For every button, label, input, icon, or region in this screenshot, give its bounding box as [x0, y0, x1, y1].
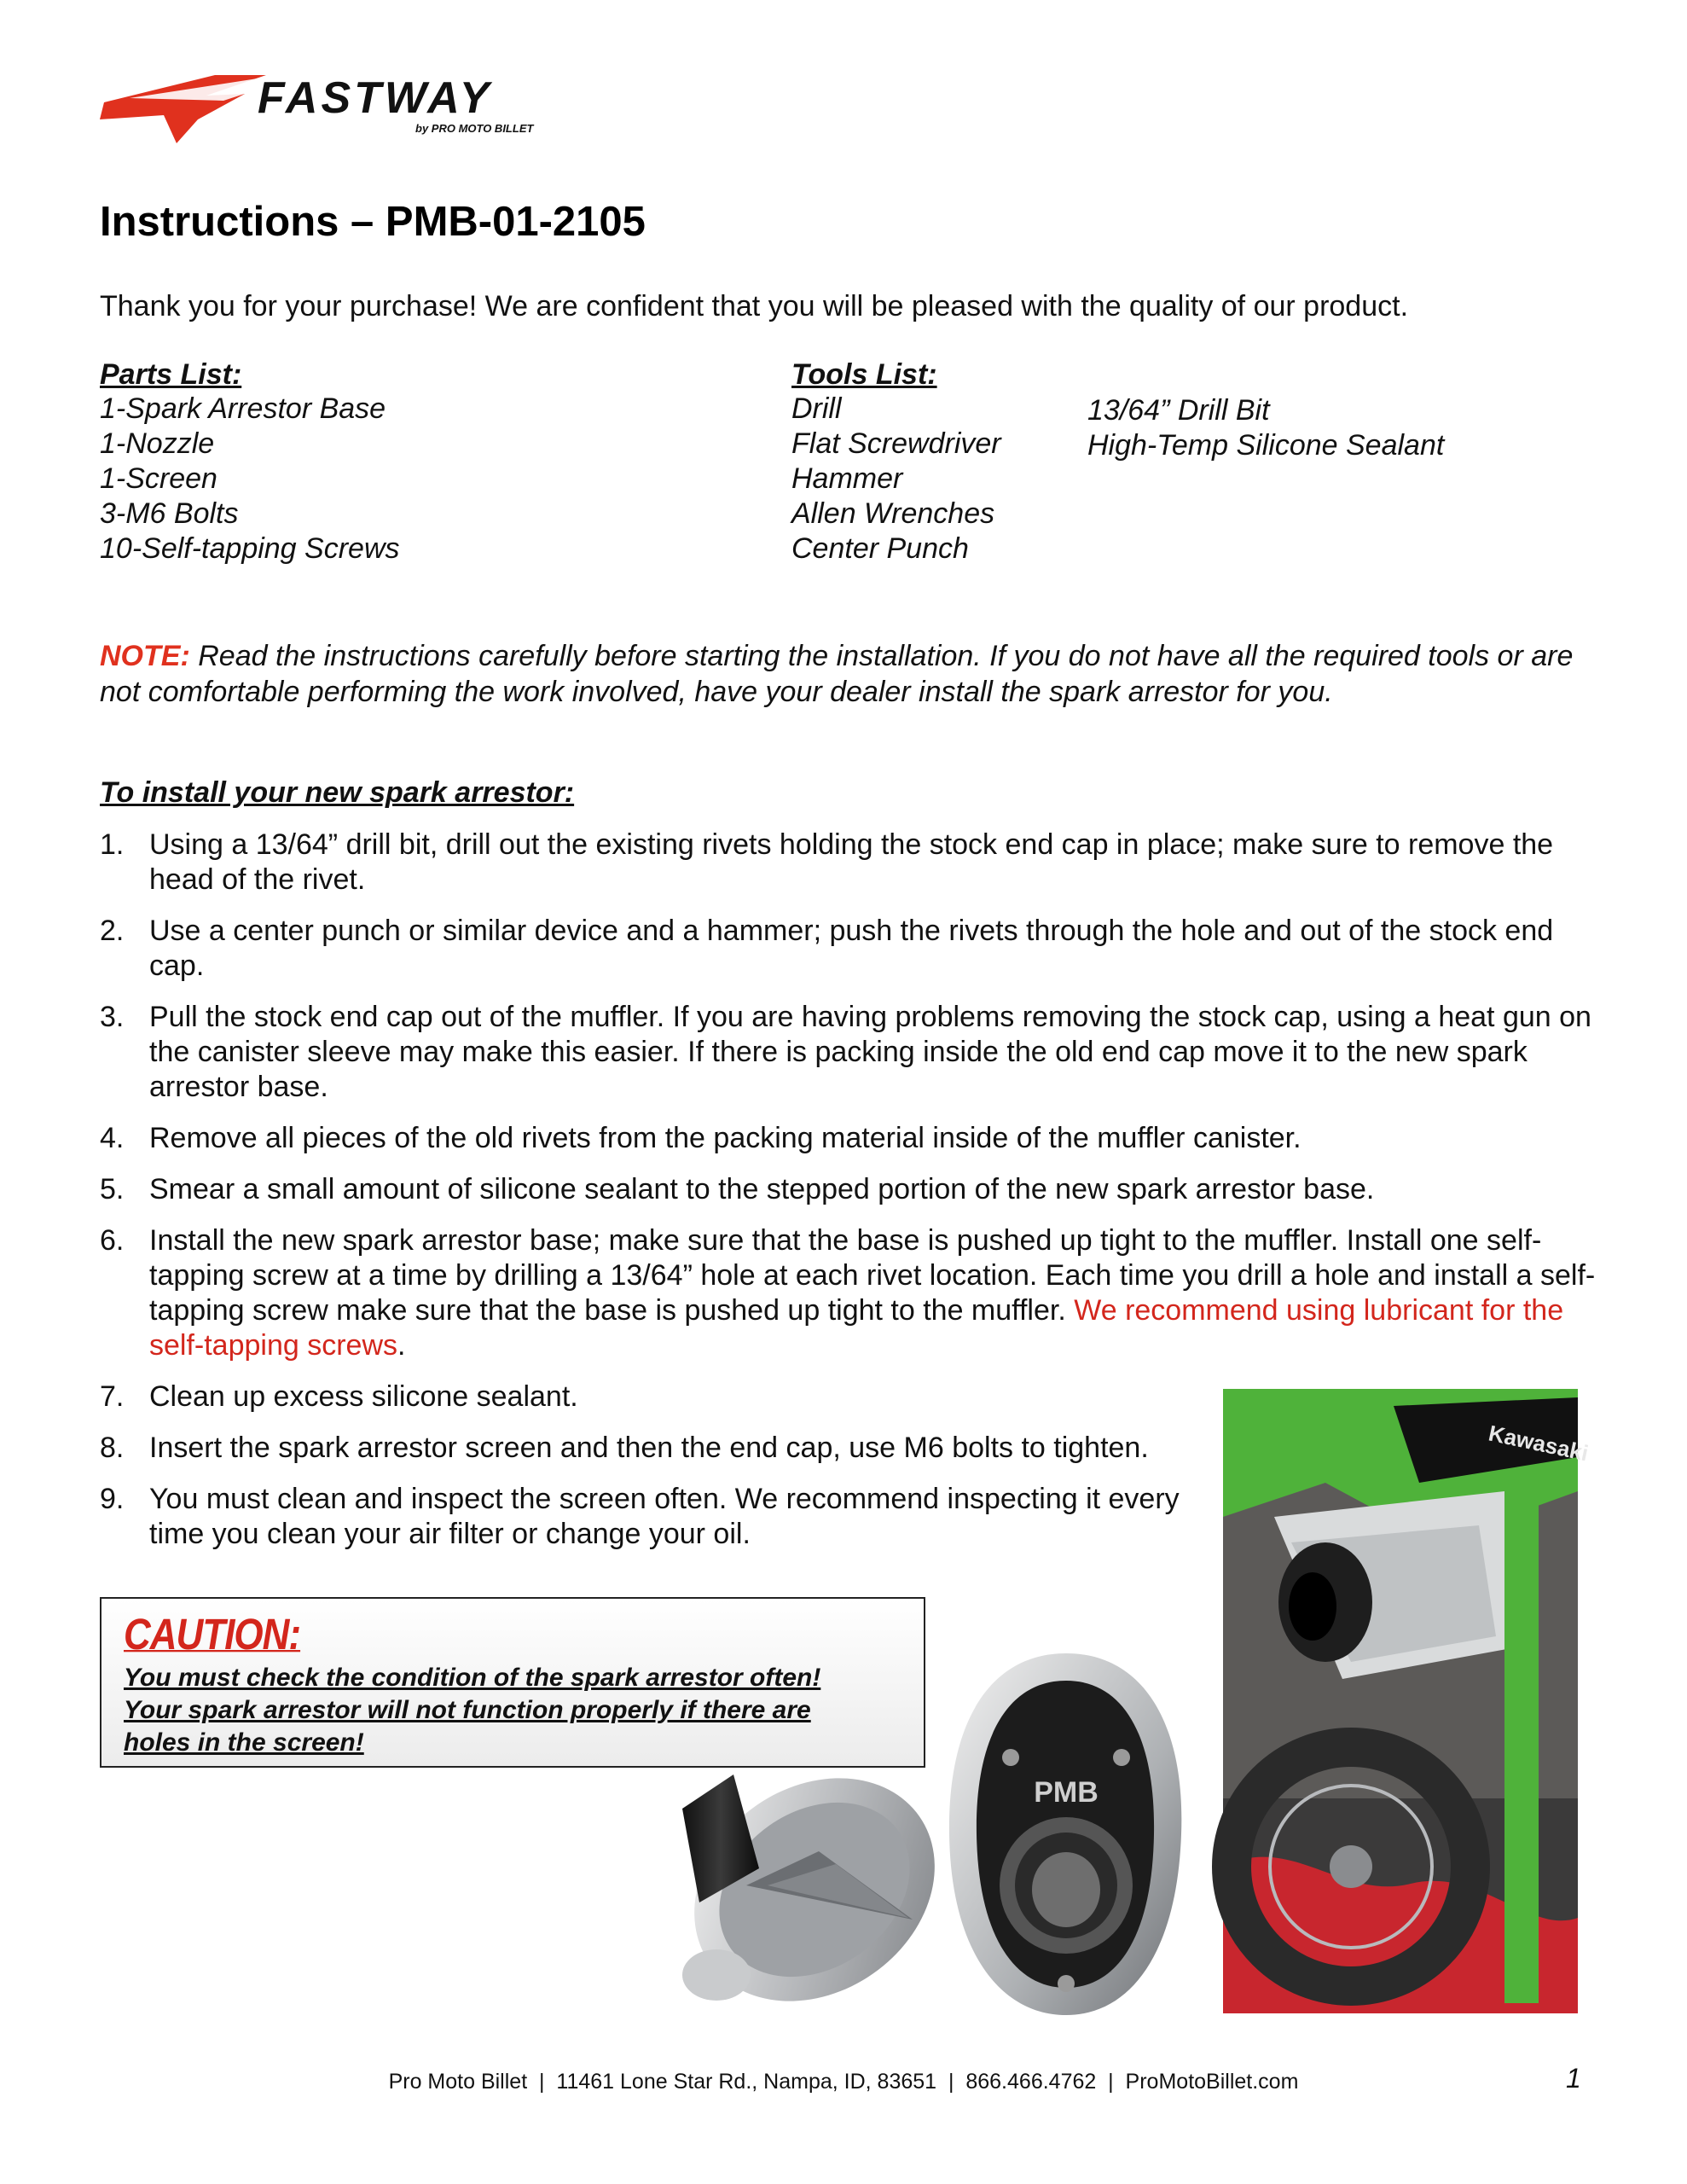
- step-number: 7.: [100, 1380, 125, 1413]
- tools-item: Drill: [791, 392, 842, 425]
- tools-item: 13/64” Drill Bit: [1087, 394, 1270, 427]
- parts-item: 10-Self-tapping Screws: [100, 532, 400, 565]
- end-cap-photo: [942, 1647, 1190, 2022]
- step-text-highlight: We recommend using lubricant for the self-tapping screws: [149, 1294, 1564, 1362]
- logo-brand-text: FASTWAY: [258, 73, 493, 123]
- end-cap-logo-text: PMB: [1034, 1776, 1099, 1809]
- step-text: Remove all pieces of the old rivets from the packing material inside of the muffler canister.: [149, 1122, 1301, 1154]
- nozzle-photo: [665, 1757, 938, 2022]
- list-item: [100, 1223, 1601, 1363]
- install-heading: To install your new spark arrestor:: [100, 776, 575, 809]
- page-footer: Pro Moto Billet | 11461 Lone Star Rd., Nampa, ID, 83651 | 866.466.4762 | ProMotoBillet.com: [388, 2070, 1299, 2094]
- parts-item: 1-Screen: [100, 462, 217, 495]
- list-item: [100, 1172, 1601, 1207]
- tools-item: Allen Wrenches: [791, 497, 995, 530]
- intro-text: Thank you for your purchase! We are confident that you will be pleased with the quality of our product.: [100, 290, 1409, 322]
- list-item: [100, 1121, 1601, 1156]
- caution-title: CAUTION:: [124, 1611, 301, 1659]
- note-text: Read the instructions carefully before starting the installation. If you do not have all the required tools or are not comfortable performing the work involved, have your dealer install the spark arrestor for you.: [100, 640, 1574, 708]
- step-text-tail: .: [397, 1329, 406, 1362]
- step-text: Clean up excess silicone sealant.: [149, 1380, 578, 1413]
- step-number: 3.: [100, 1001, 125, 1033]
- bike-brand-text: Kawasaki: [1486, 1420, 1591, 1467]
- step-text: [149, 1223, 1601, 1363]
- parts-item: 3-M6 Bolts: [100, 497, 239, 530]
- step-number: 4.: [100, 1122, 125, 1154]
- note-label: NOTE:: [100, 640, 190, 672]
- step-text: Using a 13/64” drill bit, drill out the existing rivets holding the stock end cap in place; make sure to remove the head of the rivet.: [149, 828, 1554, 896]
- caution-line: Your spark arrestor will not function properly if there are: [124, 1696, 811, 1724]
- page-number: 1: [1566, 2063, 1581, 2094]
- tools-item: Flat Screwdriver: [791, 427, 1001, 460]
- step-number: 1.: [100, 828, 125, 861]
- caution-box: [100, 1597, 925, 1768]
- step-text: You must clean and inspect the screen often. We recommend inspecting it every time you clean your air filter or change your oil.: [149, 1483, 1180, 1550]
- caution-line: holes in the screen!: [124, 1728, 364, 1757]
- parts-item: 1-Nozzle: [100, 427, 215, 460]
- caution-line: You must check the condition of the spark arrestor often!: [124, 1664, 821, 1692]
- installed-bike-photo: [1223, 1389, 1591, 2013]
- parts-item: 1-Spark Arrestor Base: [100, 392, 386, 425]
- step-text-main: Install the new spark arrestor base; make sure that the base is pushed up tight to the muffler. Install one self-tapping screw at a time by drilling a 13/64” hole at each rivet location. Each time you drill a hole and install a self-tapping screw make sure that the base is pushed up tight to the muffler.: [149, 1224, 1596, 1327]
- tools-list: [791, 358, 1001, 566]
- logo-sub-text: by PRO MOTO BILLET: [415, 122, 534, 135]
- list-item: [100, 914, 1601, 984]
- list-item: [100, 828, 1601, 897]
- step-text: Pull the stock end cap out of the muffler. If you are having problems removing the stock cap, using a heat gun on the canister sleeve may make this easier. If there is packing inside the old end cap move it to the new spark arrestor base.: [149, 1001, 1591, 1103]
- parts-list: [100, 358, 400, 566]
- step-text: Insert the spark arrestor screen and then the end cap, use M6 bolts to tighten.: [149, 1432, 1149, 1464]
- note-paragraph: [100, 638, 1609, 710]
- step-number: 8.: [100, 1432, 125, 1464]
- tools-list-heading: Tools List:: [791, 358, 937, 391]
- tools-item: Hammer: [791, 462, 903, 495]
- step-number: 2.: [100, 915, 125, 947]
- parts-list-heading: Parts List:: [100, 358, 242, 391]
- step-number: 9.: [100, 1483, 125, 1515]
- tools-item: Center Punch: [791, 532, 969, 565]
- page-title: Instructions – PMB-01-2105: [100, 199, 646, 245]
- step-text: Smear a small amount of silicone sealant to the stepped portion of the new spark arrestor base.: [149, 1173, 1375, 1205]
- step-text: Use a center punch or similar device and a hammer; push the rivets through the hole and out of the stock end cap.: [149, 915, 1554, 982]
- fastway-logo: [96, 68, 607, 145]
- tools-item: High-Temp Silicone Sealant: [1087, 429, 1445, 462]
- step-number: 5.: [100, 1173, 125, 1205]
- step-number: 6.: [100, 1224, 125, 1257]
- list-item: [100, 1000, 1601, 1105]
- tools-list-col2: [1087, 393, 1444, 463]
